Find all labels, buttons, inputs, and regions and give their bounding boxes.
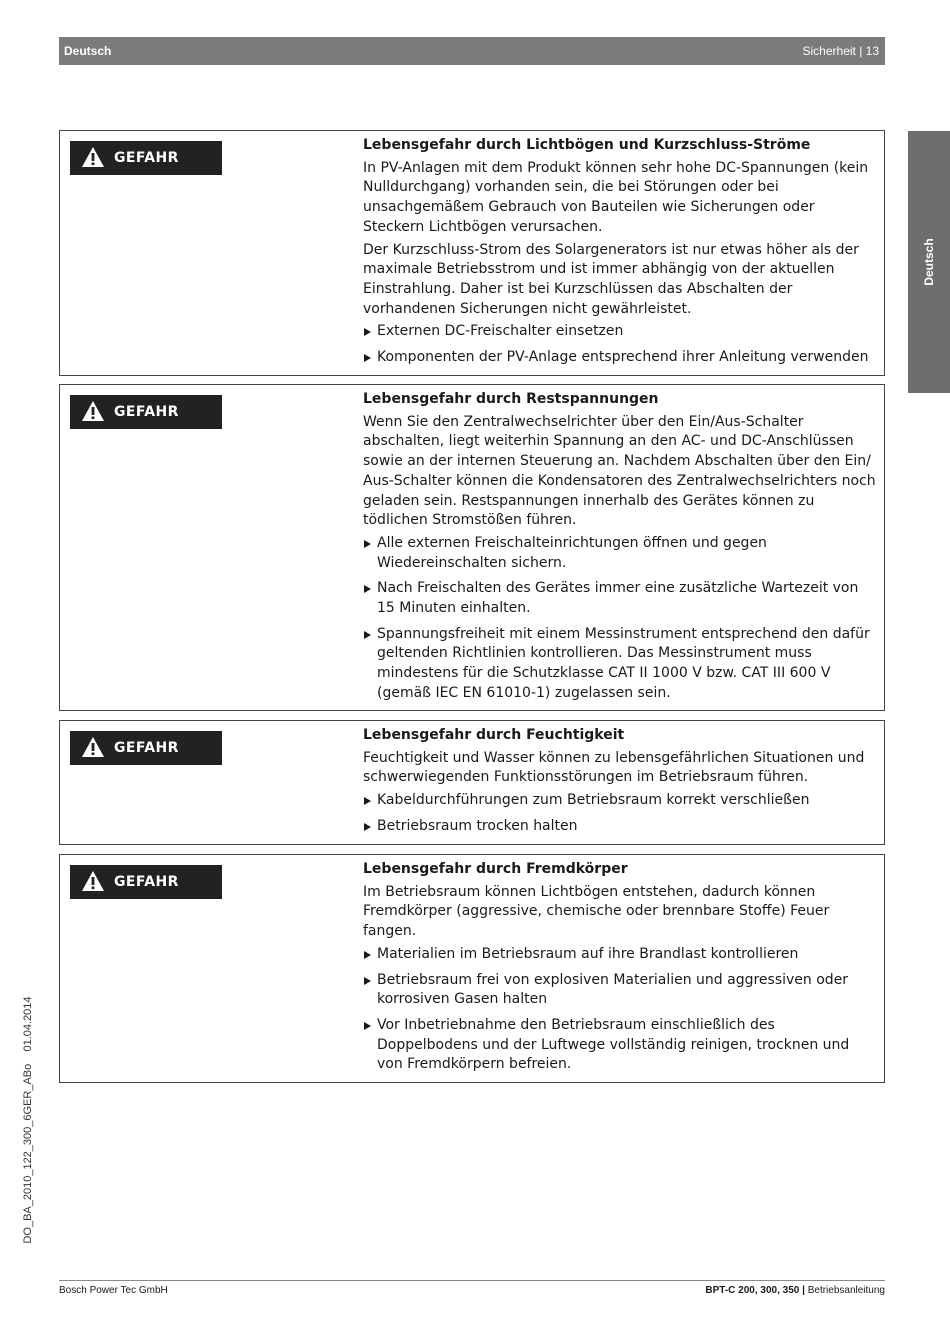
danger-badge-label: GEFAHR <box>114 740 179 756</box>
danger-badge <box>70 141 222 175</box>
action-text: Nach Freischalten des Gerätes immer eine zusätzliche Wartezeit von 15 Minuten einhalten. <box>377 580 859 617</box>
arrow-bullet-icon <box>364 585 371 593</box>
action-item <box>363 791 878 811</box>
arrow-bullet-icon <box>364 540 371 548</box>
warning-title: Lebensgefahr durch Lichtbögen und Kurzschluss-Ströme <box>363 137 811 153</box>
header-section-page: Sicherheit | 13 <box>802 44 879 58</box>
action-item <box>363 817 878 837</box>
warning-title: Lebensgefahr durch Fremdkörper <box>363 861 628 877</box>
danger-badge-label: GEFAHR <box>114 150 179 166</box>
action-text: Betriebsraum trocken halten <box>377 817 578 834</box>
warning-content <box>363 860 878 1081</box>
arrow-bullet-icon <box>364 951 371 959</box>
action-list <box>363 322 878 367</box>
action-item <box>363 322 878 342</box>
language-side-tab <box>908 131 950 393</box>
warning-triangle-icon <box>81 870 105 892</box>
side-tab-label: Deutsch <box>922 238 936 286</box>
arrow-bullet-icon <box>364 823 371 831</box>
warning-paragraph: Feuchtigkeit und Wasser können zu lebensgefährlichen Situationen und schwerwiegenden Funktionsstörungen im Betriebsraum führen. <box>363 749 865 786</box>
warning-paragraph: Der Kurzschluss-Strom des Solargenerators ist nur etwas höher als der maximale Betriebsstrom und ist immer abhängig von der aktuellen Einstrahlung. Daher ist bei Kurzschlüssen das Abschalten der vorhandenen Sicherungen nicht gewährleistet. <box>363 241 859 317</box>
danger-badge-label: GEFAHR <box>114 404 179 420</box>
warning-paragraph: In PV-Anlagen mit dem Produkt können sehr hohe DC-Spannungen (kein Nulldurchgang) vorhanden sein, die bei Störungen oder bei unsachgemäßem Gebrauch von Bauteilen wie Sicherungen oder Steckern Lichtbögen verursachen. <box>363 159 869 235</box>
footer-document <box>705 1285 885 1296</box>
warning-triangle-icon <box>81 400 105 422</box>
footer-model: BPT-C 200, 300, 350 | <box>705 1285 805 1296</box>
warning-content <box>363 390 878 710</box>
header-language: Deutsch <box>64 44 112 58</box>
arrow-bullet-icon <box>364 977 371 985</box>
action-item <box>363 945 878 965</box>
action-item <box>363 348 878 368</box>
document-id-vertical: DO_BA_2010_122_300_6GER_ABo 01.04.2014 <box>22 996 34 1244</box>
danger-badge <box>70 731 222 765</box>
warning-box-residual-voltage <box>59 384 885 711</box>
action-text: Kabeldurchführungen zum Betriebsraum korrekt verschließen <box>377 792 810 809</box>
footer-company: Bosch Power Tec GmbH <box>59 1285 168 1296</box>
action-list <box>363 534 878 704</box>
arrow-bullet-icon <box>364 797 371 805</box>
footer-doc-type: Betriebsanleitung <box>804 1285 885 1296</box>
action-text: Vor Inbetriebnahme den Betriebsraum einschließlich des Doppelbodens und der Luftwege vollständig reinigen, trocknen und von Fremdkörpern befreien. <box>377 1016 850 1073</box>
warning-triangle-icon <box>81 146 105 168</box>
action-list <box>363 791 878 836</box>
action-text: Spannungsfreiheit mit einem Messinstrument entsprechend den dafür geltenden Richtlinien kontrollieren. Das Messinstrument muss mindestens für die Schutzklasse CAT II 1000 V bzw. CAT III 600 V (gemäß IEC EN 61010-1) zugelassen sein. <box>377 625 870 701</box>
action-text: Betriebsraum frei von explosiven Materialien und aggressiven oder korrosiven Gasen halten <box>377 971 849 1008</box>
danger-badge-label: GEFAHR <box>114 874 179 890</box>
arrow-bullet-icon <box>364 631 371 639</box>
action-list <box>363 945 878 1075</box>
danger-badge <box>70 395 222 429</box>
arrow-bullet-icon <box>364 354 371 362</box>
action-item <box>363 1016 878 1075</box>
warning-title: Lebensgefahr durch Feuchtigkeit <box>363 727 625 743</box>
arrow-bullet-icon <box>364 328 371 336</box>
action-item <box>363 625 878 704</box>
warning-box-foreign-bodies <box>59 854 885 1083</box>
warning-triangle-icon <box>81 736 105 758</box>
action-text: Komponenten der PV-Anlage entsprechend ihrer Anleitung verwenden <box>377 349 869 366</box>
warning-box-moisture <box>59 720 885 845</box>
action-item <box>363 534 878 573</box>
danger-badge <box>70 865 222 899</box>
action-text: Externen DC-Freischalter einsetzen <box>377 323 624 340</box>
warning-content <box>363 136 878 374</box>
action-item <box>363 579 878 618</box>
warning-box-arcs <box>59 130 885 376</box>
warning-title: Lebensgefahr durch Restspannungen <box>363 391 659 407</box>
page-header-bar <box>59 37 885 65</box>
action-text: Materialien im Betriebsraum auf ihre Brandlast kontrollieren <box>377 945 799 962</box>
action-item <box>363 971 878 1010</box>
warning-paragraph: Wenn Sie den Zentralwechselrichter über den Ein/Aus-Schalter abschalten, liegt weiterhin Spannung an den AC- und DC-Anschlüssen sowie an der internen Steuerung an. Nachdem Abschalten über den Ein/ Aus-Schalter können die Kondensatoren des Zentralwechselrichters noch geladen sein. Restspannungen innerhalb des Gerätes können zu tödlichen Stromstößen führen. <box>363 413 876 529</box>
footer-divider <box>59 1280 885 1281</box>
arrow-bullet-icon <box>364 1022 371 1030</box>
warning-paragraph: Im Betriebsraum können Lichtbögen entstehen, dadurch können Fremdkörper (aggressive, chemische oder brennbare Stoffe) Feuer fangen. <box>363 883 830 940</box>
action-text: Alle externen Freischalteinrichtungen öffnen und gegen Wiedereinschalten sichern. <box>377 534 767 571</box>
warning-content <box>363 726 878 843</box>
